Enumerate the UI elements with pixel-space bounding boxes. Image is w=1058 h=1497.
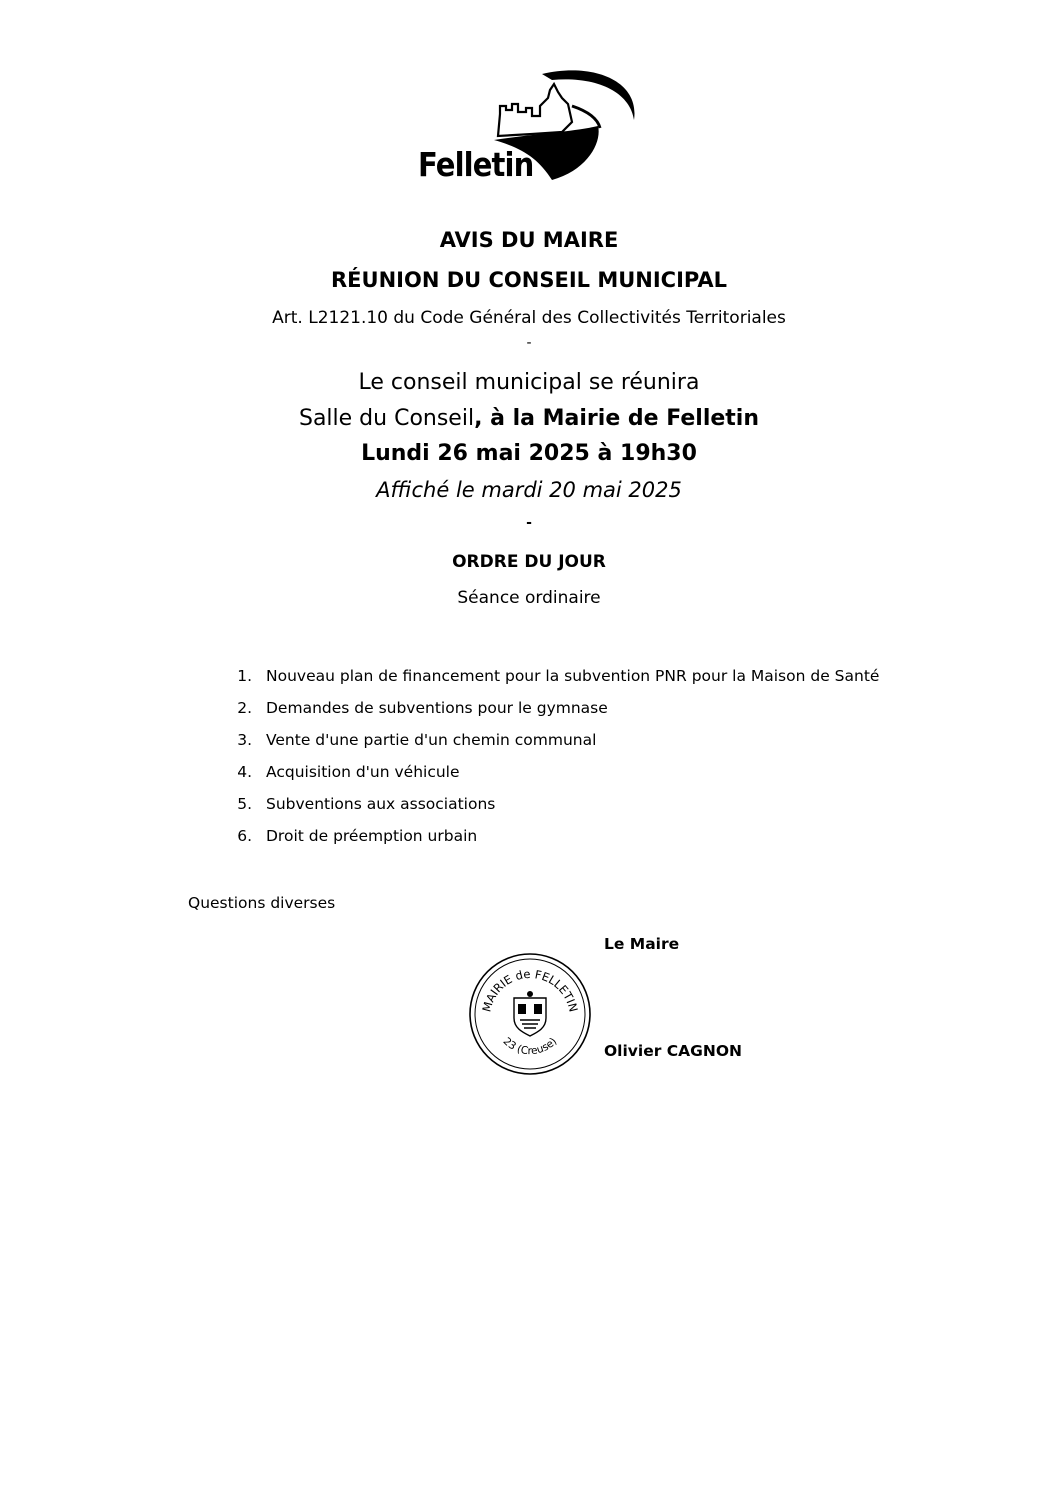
item-number: 3. [237, 731, 252, 749]
mayor-name: Olivier CAGNON [604, 1042, 742, 1060]
misc-questions: Questions diverses [188, 894, 336, 912]
list-item [210, 795, 879, 827]
list-item [210, 763, 879, 795]
item-text: Subventions aux associations [266, 795, 496, 813]
separator: - [526, 515, 532, 531]
item-text: Nouveau plan de financement pour la subvention PNR pour la Maison de Santé [266, 667, 880, 685]
logo-wordmark: Felletin [418, 145, 534, 184]
item-text: Acquisition d'un véhicule [266, 763, 460, 781]
meeting-datetime: Lundi 26 mai 2025 à 19h30 [361, 441, 697, 466]
svg-text:23 (Creuse) [501, 1035, 560, 1057]
mayor-role: Le Maire [604, 935, 680, 953]
posted-date: Affiché le mardi 20 mai 2025 [376, 478, 682, 502]
venue-name: , à la Mairie de Felletin [474, 406, 760, 431]
agenda-title: ORDRE DU JOUR [452, 552, 606, 572]
item-text: Droit de préemption urbain [266, 827, 478, 845]
item-number: 5. [237, 795, 252, 813]
list-item [210, 667, 879, 699]
meeting-intro: Le conseil municipal se réunira [358, 370, 700, 395]
seal-top-text: MAIRIE de FELLETIN [479, 966, 581, 1014]
room-name: Salle du Conseil [298, 406, 475, 431]
meeting-location [0, 406, 1058, 431]
item-number: 6. [237, 827, 252, 845]
list-item [210, 731, 879, 763]
item-number: 2. [237, 699, 252, 717]
svg-text:MAIRIE de FELLETIN [479, 967, 580, 1013]
notice-title: AVIS DU MAIRE [439, 228, 619, 252]
list-item [210, 699, 879, 731]
session-type: Séance ordinaire [457, 588, 601, 608]
town-hall-seal [468, 952, 592, 1076]
item-number: 4. [237, 763, 252, 781]
agenda-list [210, 667, 879, 859]
item-number: 1. [237, 667, 252, 685]
list-item [210, 827, 879, 859]
seal-bottom-text: 23 (Creuse) [500, 1035, 560, 1058]
item-text: Vente d'une partie d'un chemin communal [266, 731, 597, 749]
legal-reference: Art. L2121.10 du Code Général des Collectivités Territoriales [272, 308, 786, 328]
item-text: Demandes de subventions pour le gymnase [266, 699, 608, 717]
meeting-title: RÉUNION DU CONSEIL MUNICIPAL [331, 268, 727, 292]
separator: - [526, 335, 532, 351]
